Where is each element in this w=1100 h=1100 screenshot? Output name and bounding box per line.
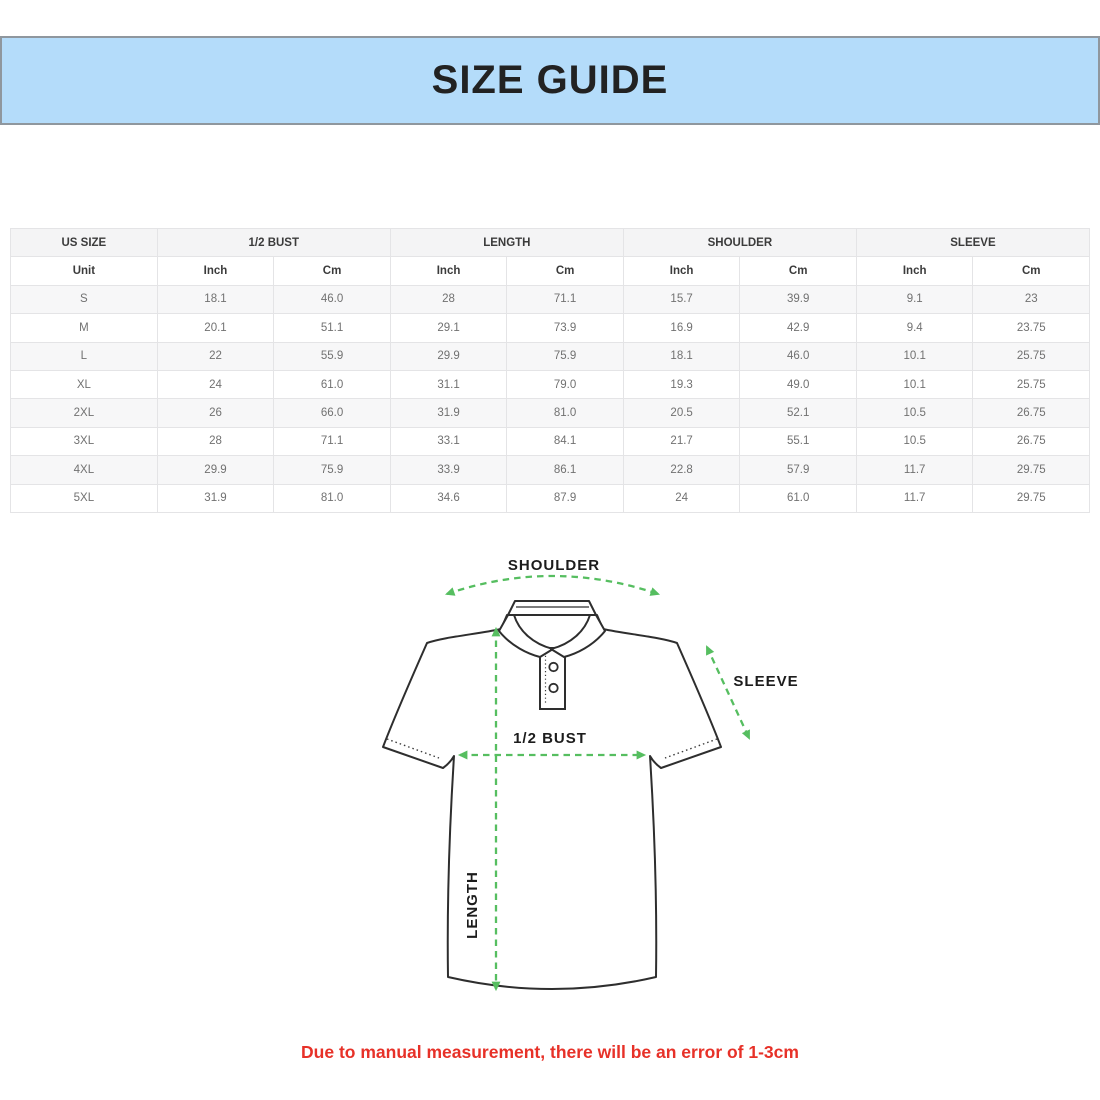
size-cell: 66.0 xyxy=(274,399,391,427)
column-group-label: US SIZE xyxy=(11,229,158,257)
size-cell: 10.1 xyxy=(856,342,973,370)
shoulder-arrow xyxy=(447,576,658,594)
size-cell: 10.5 xyxy=(856,399,973,427)
size-cell: 26 xyxy=(157,399,274,427)
sub-header-cell: Inch xyxy=(157,257,274,285)
sub-header-cell: Inch xyxy=(623,257,740,285)
page-title: SIZE GUIDE xyxy=(431,58,669,102)
size-cell: 75.9 xyxy=(274,456,391,484)
size-cell: 4XL xyxy=(11,456,158,484)
size-cell: 61.0 xyxy=(274,370,391,398)
size-cell: 71.1 xyxy=(274,427,391,455)
size-cell: 31.9 xyxy=(157,484,274,512)
size-row xyxy=(11,370,1090,398)
column-group-label: SHOULDER xyxy=(623,229,856,257)
column-group-label: LENGTH xyxy=(390,229,623,257)
size-cell: 51.1 xyxy=(274,314,391,342)
placket xyxy=(540,648,565,709)
collar-band xyxy=(508,601,596,615)
size-cell: 20.1 xyxy=(157,314,274,342)
size-cell: 33.1 xyxy=(390,427,507,455)
measurement-disclaimer: Due to manual measurement, there will be an error of 1-3cm xyxy=(301,1042,799,1062)
length-label: LENGTH xyxy=(464,871,481,939)
size-row xyxy=(11,427,1090,455)
size-cell: S xyxy=(11,285,158,313)
size-cell: 22.8 xyxy=(623,456,740,484)
size-row xyxy=(11,399,1090,427)
size-table xyxy=(10,228,1090,513)
size-cell: 73.9 xyxy=(507,314,624,342)
size-cell: 34.6 xyxy=(390,484,507,512)
size-row xyxy=(11,484,1090,512)
size-cell: XL xyxy=(11,370,158,398)
size-cell: 29.9 xyxy=(157,456,274,484)
size-cell: 21.7 xyxy=(623,427,740,455)
size-cell: 86.1 xyxy=(507,456,624,484)
size-cell: 18.1 xyxy=(623,342,740,370)
size-cell: 31.9 xyxy=(390,399,507,427)
size-cell: 11.7 xyxy=(856,484,973,512)
shoulder-label: SHOULDER xyxy=(507,557,601,574)
size-cell: 19.3 xyxy=(623,370,740,398)
size-cell: 3XL xyxy=(11,427,158,455)
size-cell: 26.75 xyxy=(973,399,1090,427)
size-cell: 29.75 xyxy=(973,484,1090,512)
size-cell: 10.5 xyxy=(856,427,973,455)
size-cell: 10.1 xyxy=(856,370,973,398)
size-cell: 61.0 xyxy=(740,484,857,512)
sub-header-cell: Inch xyxy=(390,257,507,285)
size-cell: 71.1 xyxy=(507,285,624,313)
size-cell: 23.75 xyxy=(973,314,1090,342)
size-cell: 9.1 xyxy=(856,285,973,313)
size-cell: 84.1 xyxy=(507,427,624,455)
size-cell: L xyxy=(11,342,158,370)
size-cell: 25.75 xyxy=(973,342,1090,370)
size-table-body xyxy=(11,285,1090,512)
button-top xyxy=(549,663,557,671)
shirt-diagram xyxy=(370,545,810,1025)
size-row xyxy=(11,342,1090,370)
column-group-label: SLEEVE xyxy=(856,229,1089,257)
sub-header-cell: Cm xyxy=(274,257,391,285)
size-cell: 39.9 xyxy=(740,285,857,313)
sleeve-label: SLEEVE xyxy=(733,673,799,690)
size-guide-banner xyxy=(0,36,1100,125)
size-cell: 28 xyxy=(157,427,274,455)
size-table-head xyxy=(11,229,1090,286)
sub-header-cell: Cm xyxy=(507,257,624,285)
size-cell: 24 xyxy=(623,484,740,512)
sub-header-cell: Cm xyxy=(740,257,857,285)
size-cell: 52.1 xyxy=(740,399,857,427)
size-cell: 18.1 xyxy=(157,285,274,313)
size-cell: 46.0 xyxy=(274,285,391,313)
size-cell: 79.0 xyxy=(507,370,624,398)
size-cell: 87.9 xyxy=(507,484,624,512)
size-cell: 16.9 xyxy=(623,314,740,342)
size-cell: 29.75 xyxy=(973,456,1090,484)
size-cell: 55.1 xyxy=(740,427,857,455)
button-bottom xyxy=(549,684,557,692)
size-cell: 81.0 xyxy=(507,399,624,427)
size-cell: 33.9 xyxy=(390,456,507,484)
size-row xyxy=(11,314,1090,342)
size-cell: 22 xyxy=(157,342,274,370)
size-cell: 11.7 xyxy=(856,456,973,484)
size-cell: 46.0 xyxy=(740,342,857,370)
size-row xyxy=(11,456,1090,484)
sleeve-arrow xyxy=(707,647,749,738)
size-cell: M xyxy=(11,314,158,342)
size-cell: 5XL xyxy=(11,484,158,512)
size-cell: 49.0 xyxy=(740,370,857,398)
size-cell: 15.7 xyxy=(623,285,740,313)
size-cell: 23 xyxy=(973,285,1090,313)
size-cell: 26.75 xyxy=(973,427,1090,455)
size-cell: 55.9 xyxy=(274,342,391,370)
polo-shirt-illustration xyxy=(370,545,810,1025)
size-cell: 81.0 xyxy=(274,484,391,512)
size-cell: 20.5 xyxy=(623,399,740,427)
size-cell: 29.1 xyxy=(390,314,507,342)
size-cell: 25.75 xyxy=(973,370,1090,398)
size-cell: 29.9 xyxy=(390,342,507,370)
sub-header-cell: Inch xyxy=(856,257,973,285)
bust-label: 1/2 BUST xyxy=(513,730,587,747)
size-cell: 42.9 xyxy=(740,314,857,342)
size-cell: 9.4 xyxy=(856,314,973,342)
size-cell: 2XL xyxy=(11,399,158,427)
size-cell: 75.9 xyxy=(507,342,624,370)
size-row xyxy=(11,285,1090,313)
column-group-label: 1/2 BUST xyxy=(157,229,390,257)
size-cell: 31.1 xyxy=(390,370,507,398)
sub-header-cell: Cm xyxy=(973,257,1090,285)
size-cell: 24 xyxy=(157,370,274,398)
sub-header-cell: Unit xyxy=(11,257,158,285)
sub-header-row xyxy=(11,257,1090,285)
group-header-row xyxy=(11,229,1090,257)
size-cell: 57.9 xyxy=(740,456,857,484)
size-cell: 28 xyxy=(390,285,507,313)
